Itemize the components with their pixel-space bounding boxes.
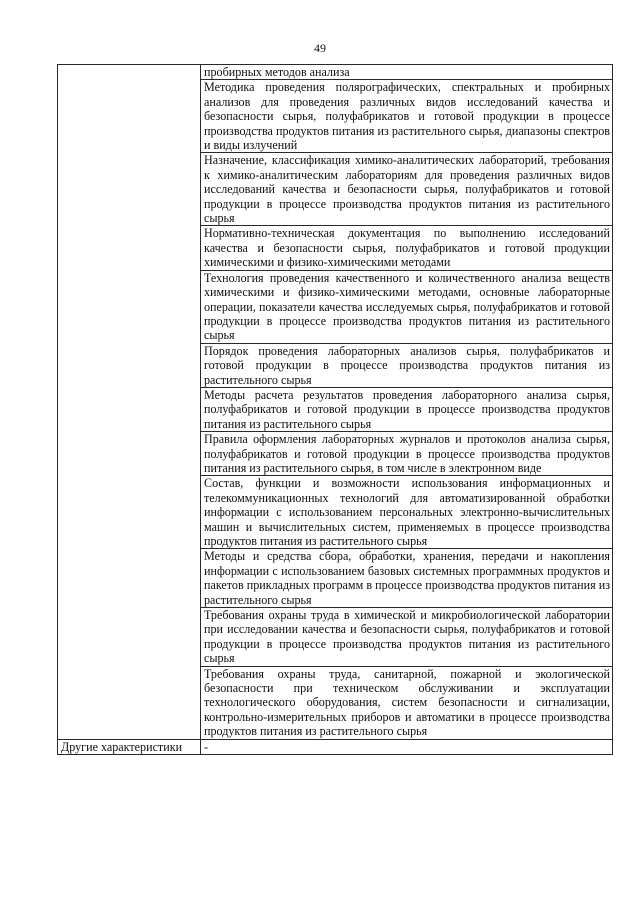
table-cell: Технология проведения качественного и количественного анализа веществ химическими и физико-химическими методами, основные лабораторные операции, показатели качества исследуемых сырья, полуфабрикатов и готовой продукции в процессе производства продуктов питания из растительного сырья — [201, 270, 613, 343]
table-cell: Методы и средства сбора, обработки, хранения, передачи и накопления информации с использованием базовых системных программных продуктов и пакетов прикладных программ в процессе производства продуктов питания из растительного сырья — [201, 549, 613, 608]
table-cell: Назначение, классификация химико-аналитических лабораторий, требования к химико-аналитическим лабораториям для проведения различных видов исследований качества и безопасности сырья, полуфабрикатов и готовой продукции в процессе производства продуктов питания из растительного сырья — [201, 153, 613, 226]
table-cell: Методика проведения полярографических, спектральных и пробирных анализов для проведения различных видов исследований качества и безопасности сырья, полуфабрикатов и готовой продукции в процессе производства продуктов питания из растительного сырья, диапазоны спектров и виды излучений — [201, 80, 613, 153]
table-cell: Состав, функции и возможности использования информационных и телекоммуникационных технологий для автоматизированной обработки информации с использованием персональных электронно-вычислительных машин и вычислительных систем, применяемых в процессе производства продуктов питания из растительного сырья — [201, 476, 613, 549]
table-cell: Требования охраны труда, санитарной, пожарной и экологической безопасности при техническом обслуживании и эксплуатации технологического оборудования, систем безопасности и сигнализации, контрольно-измерительных приборов и автоматики в процессе производства продуктов питания из растительного сырья — [201, 666, 613, 739]
table-cell: Нормативно-техническая документация по выполнению исследований качества и безопасности сырья, полуфабрикатов и готовой продукции химическими и физико-химическими методами — [201, 226, 613, 270]
other-characteristics-label: Другие характеристики — [58, 739, 201, 754]
table-row — [58, 65, 613, 80]
table-cell: пробирных методов анализа — [201, 65, 613, 80]
label-cell-empty — [58, 65, 201, 740]
table-row-other-characteristics — [58, 739, 613, 754]
table-cell: Правила оформления лабораторных журналов и протоколов анализа сырья, полуфабрикатов и готовой продукции в процессе производства продуктов питания из растительного сырья, в том числе в электронном виде — [201, 432, 613, 476]
requirements-table — [57, 64, 613, 755]
table-cell: Методы расчета результатов проведения лабораторного анализа сырья, полуфабрикатов и готовой продукции в процессе производства продуктов питания из растительного сырья — [201, 387, 613, 431]
table-cell: Порядок проведения лабораторных анализов сырья, полуфабрикатов и готовой продукции в процессе производства продуктов питания из растительного сырья — [201, 343, 613, 387]
other-characteristics-value: - — [201, 739, 613, 754]
table-cell: Требования охраны труда в химической и микробиологической лаборатории при исследовании качества и безопасности сырья, полуфабрикатов и готовой продукции в процессе производства продуктов питания из растительного сырья — [201, 608, 613, 667]
page-number: 49 — [314, 41, 326, 55]
